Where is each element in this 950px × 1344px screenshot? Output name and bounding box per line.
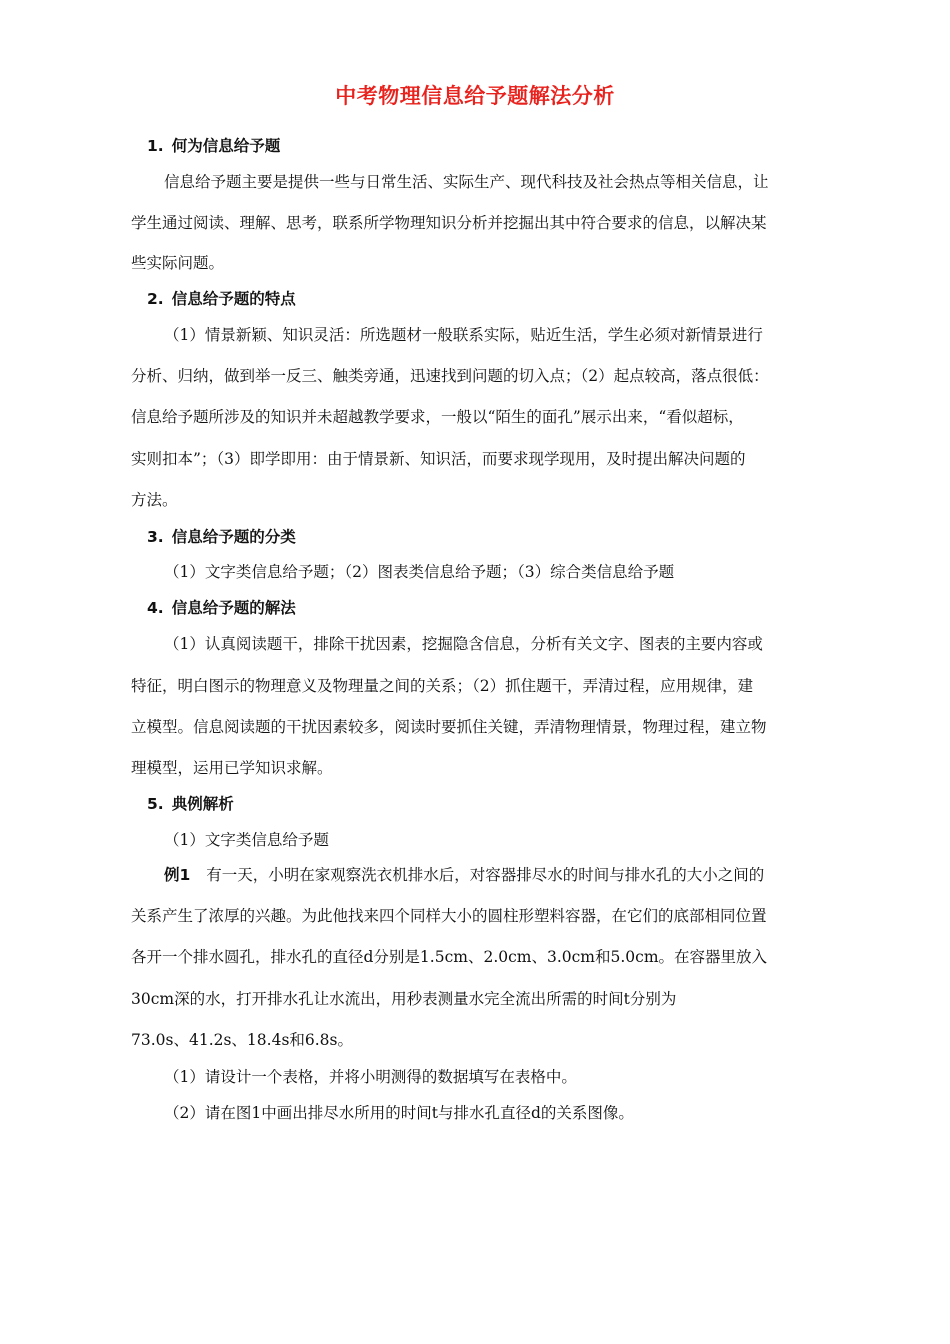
section-heading-1: 1. 何为信息给予题 xyxy=(147,137,281,155)
section-heading-4: 4. 信息给予题的解法 xyxy=(147,599,296,617)
paragraph-line: 73.0s、41.2s、18.4s和6.8s。 xyxy=(131,1031,354,1049)
paragraph-line: （1）认真阅读题干，排除干扰因素，挖掘隐含信息，分析有关文字、图表的主要内容或 xyxy=(164,635,763,653)
paragraph-line: （1）文字类信息给予题 xyxy=(164,831,329,849)
paragraph-line: （1）情景新颖、知识灵活：所选题材一般联系实际，贴近生活，学生必须对新情景进行 xyxy=(164,326,763,344)
paragraph-line: 立模型。信息阅读题的干扰因素较多，阅读时要抓住关键，弄清物理情景，物理过程，建立物 xyxy=(131,718,767,736)
question-line: （1）请设计一个表格，并将小明测得的数据填写在表格中。 xyxy=(164,1068,577,1086)
paragraph-line: （1）文字类信息给予题；（2）图表类信息给予题；（3）综合类信息给予题 xyxy=(164,563,675,581)
paragraph-line: 特征，明白图示的物理意义及物理量之间的关系；（2）抓住题干，弄清过程，应用规律，建 xyxy=(131,677,754,695)
section-heading-3: 3. 信息给予题的分类 xyxy=(147,528,296,546)
paragraph-line: 信息给予题主要是提供一些与日常生活、实际生产、现代科技及社会热点等相关信息，让 xyxy=(164,173,769,191)
paragraph-line: 理模型，运用已学知识求解。 xyxy=(131,759,333,777)
example-label: 例1 xyxy=(164,866,191,884)
section-heading-2: 2. 信息给予题的特点 xyxy=(147,290,296,308)
paragraph-line: 分析、归纳，做到举一反三、触类旁通，迅速找到问题的切入点；（2）起点较高，落点很低： xyxy=(131,367,769,385)
example-line: 例1 有一天，小明在家观察洗衣机排水后，对容器排尽水的时间与排水孔的大小之间的 xyxy=(164,866,765,884)
paragraph-line: 关系产生了浓厚的兴趣。为此他找来四个同样大小的圆柱形塑料容器，在它们的底部相同位置 xyxy=(131,907,767,925)
paragraph-line: 方法。 xyxy=(131,491,178,509)
paragraph-line: 些实际问题。 xyxy=(131,254,225,272)
section-heading-5: 5. 典例解析 xyxy=(147,795,234,813)
paragraph-line: 各开一个排水圆孔，排水孔的直径d分别是1.5cm、2.0cm、3.0cm和5.0cm。在容器里放入 xyxy=(131,948,768,966)
question-line: （2）请在图1中画出排尽水所用的时间t与排水孔直径d的关系图像。 xyxy=(164,1104,634,1122)
paragraph-line: 实则扣本”；（3）即学即用：由于情景新、知识活，而要求现学现用，及时提出解决问题的 xyxy=(131,450,746,468)
document-title: 中考物理信息给予题解法分析 xyxy=(335,84,615,108)
paragraph-line: 信息给予题所涉及的知识并未超越教学要求，一般以“陌生的面孔”展示出来，“看似超标， xyxy=(131,408,744,426)
paragraph-line: 学生通过阅读、理解、思考，联系所学物理知识分析并挖掘出其中符合要求的信息，以解决某 xyxy=(131,214,767,232)
paragraph-line: 30cm深的水，打开排水孔让水流出，用秒表测量水完全流出所需的时间t分别为 xyxy=(131,990,677,1008)
